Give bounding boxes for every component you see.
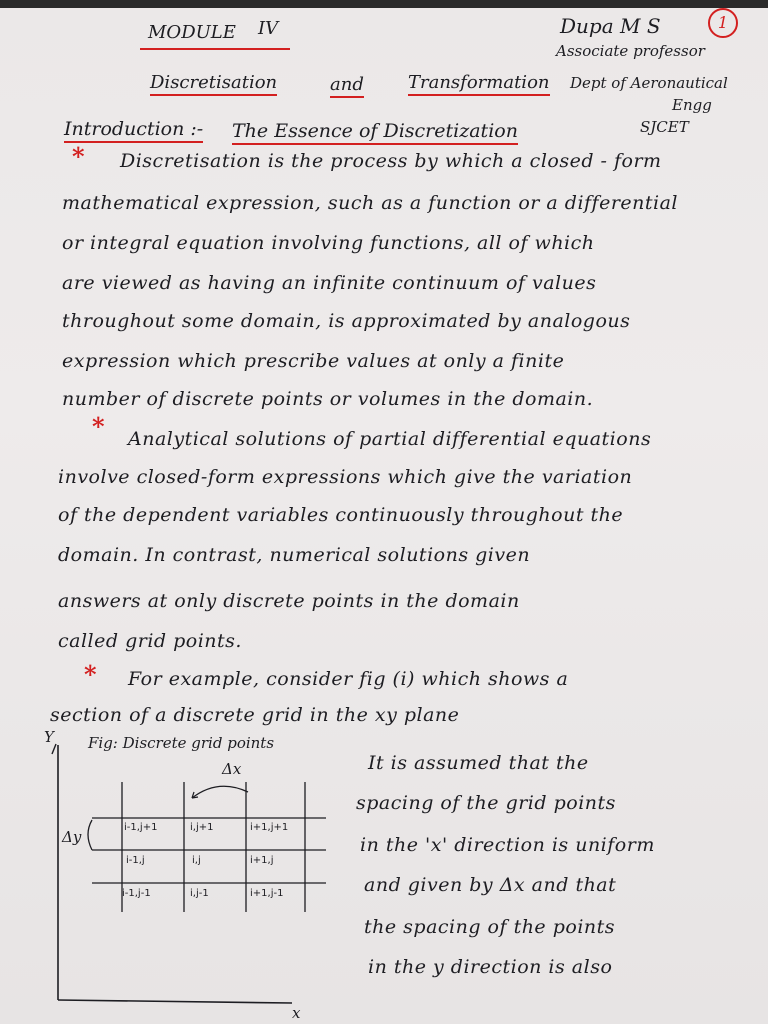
text-line-9: involve closed-form expressions which give the variation xyxy=(58,466,633,488)
right-line-1: It is assumed that the xyxy=(368,752,589,774)
node-label: i,j xyxy=(192,855,201,866)
text-line-14: For example, consider fig (i) which shows a xyxy=(128,668,569,690)
figure-caption: Fig: Discrete grid points xyxy=(88,734,275,752)
text-line-3: or integral equation involving functions, all of which xyxy=(62,232,595,254)
page-number: 1 xyxy=(708,8,738,38)
node-label: i+1,j xyxy=(250,855,274,866)
text-line-13: called grid points. xyxy=(58,630,242,652)
text-line-8: Analytical solutions of partial differential equations xyxy=(128,428,652,450)
node-label: i+1,j+1 xyxy=(250,822,289,833)
text-line-2: mathematical expression, such as a function or a differential xyxy=(62,192,679,214)
bullet-star-1: * xyxy=(72,142,85,171)
intro-label: Introduction :- xyxy=(64,118,203,143)
text-line-4: are viewed as having an infinite continuum of values xyxy=(62,272,597,294)
node-label: i-1,j xyxy=(126,855,145,866)
text-line-5: throughout some domain, is approximated by analogous xyxy=(62,310,631,332)
text-line-10: of the dependent variables continuously throughout the xyxy=(58,504,624,526)
title-and: and xyxy=(330,74,364,98)
title-discretisation: Discretisation xyxy=(150,72,277,96)
text-line-7: number of discrete points or volumes in the domain. xyxy=(62,388,594,410)
right-line-6: in the y direction is also xyxy=(368,956,613,978)
dx-label: Δx xyxy=(222,760,242,778)
node-label: i+1,j-1 xyxy=(250,888,284,899)
intro-subtitle: The Essence of Discretization xyxy=(232,120,518,145)
right-line-5: the spacing of the points xyxy=(364,916,616,938)
text-line-12: answers at only discrete points in the domain xyxy=(58,590,520,612)
text-line-15: section of a discrete grid in the xy plane xyxy=(50,704,460,726)
text-line-1: Discretisation is the process by which a closed - form xyxy=(120,150,662,172)
bullet-star-2: * xyxy=(92,412,105,441)
text-line-6: expression which prescribe values at only a finite xyxy=(62,350,565,372)
node-label: i,j+1 xyxy=(190,822,214,833)
x-axis-label: x xyxy=(292,1004,301,1022)
title-transformation: Transformation xyxy=(408,72,550,96)
bullet-star-3: * xyxy=(84,660,97,689)
y-axis-label: Y xyxy=(44,728,54,746)
node-label: i-1,j+1 xyxy=(124,822,158,833)
author-dept-2: Engg xyxy=(672,96,712,114)
x-axis-line xyxy=(58,1000,292,1003)
node-label: i,j-1 xyxy=(190,888,209,899)
right-line-3: in the 'x' direction is uniform xyxy=(360,834,655,856)
module-label: MODULE xyxy=(148,22,236,43)
institute: SJCET xyxy=(640,118,689,136)
node-label: i-1,j-1 xyxy=(122,888,151,899)
dy-label: Δy xyxy=(62,828,82,846)
author-dept: Dept of Aeronautical xyxy=(570,74,728,92)
author-role: Associate professor xyxy=(556,42,705,60)
right-line-4: and given by Δx and that xyxy=(364,874,617,896)
text-line-11: domain. In contrast, numerical solutions given xyxy=(58,544,531,566)
right-line-2: spacing of the grid points xyxy=(356,792,616,814)
author-name: Dupa M S xyxy=(560,14,661,38)
module-number: IV xyxy=(258,18,279,39)
